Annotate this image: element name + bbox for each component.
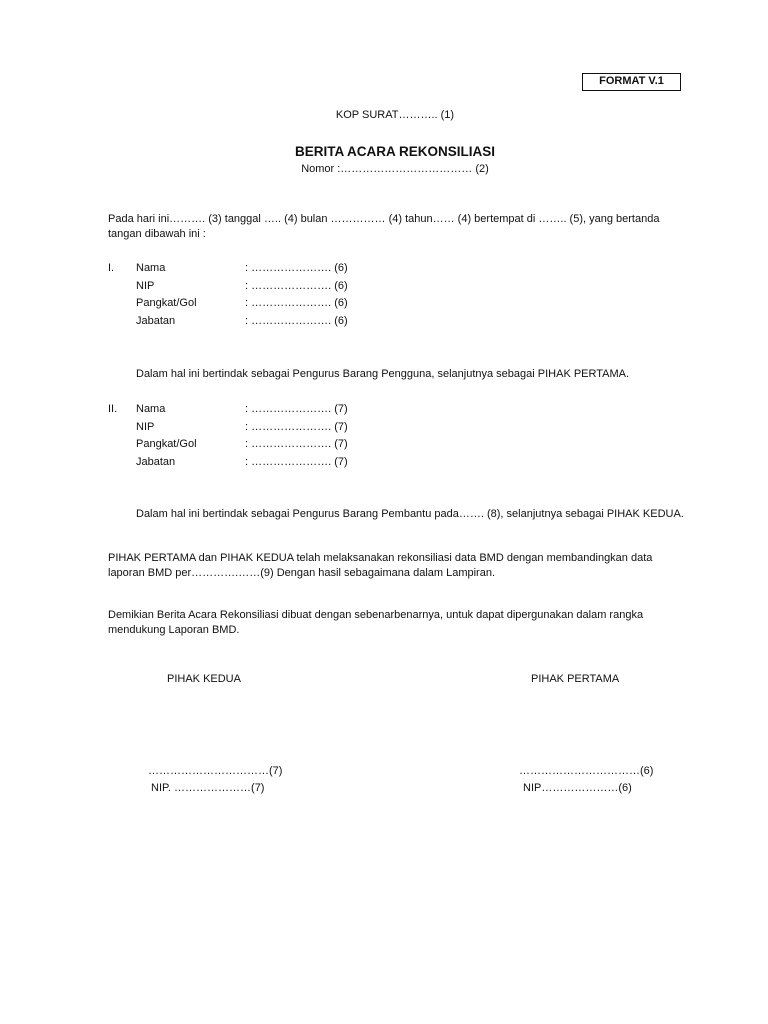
intro-paragraph: Pada hari ini………. (3) tanggal ….. (4) bulan …………… (4) tahun…… (4) bertempat di …….. (5), yang bertanda tangan dibawah ini : xyxy=(108,213,660,240)
field-value: : …………………. (7) xyxy=(245,438,348,450)
field-label: Nama xyxy=(136,403,166,415)
field-label: Pangkat/Gol xyxy=(136,297,197,309)
field-value: : …………………. (6) xyxy=(245,314,348,327)
party2-row-nama xyxy=(108,402,408,420)
field-label: Pangkat/Gol xyxy=(136,438,197,450)
field-label: NIP xyxy=(136,420,155,433)
signature-left-heading: PIHAK KEDUA xyxy=(167,673,241,685)
party2-row-nip xyxy=(108,420,408,438)
field-label: Jabatan xyxy=(136,314,176,327)
signature-right-heading: PIHAK PERTAMA xyxy=(531,673,620,685)
field-label: NIP xyxy=(136,279,155,292)
closing-paragraph: Demikian Berita Acara Rekonsiliasi dibuat dengan sebenarbenarnya, untuk dapat dipergunakan dalam rangka mendukung Laporan BMD. xyxy=(108,609,644,636)
party2-row-jabatan xyxy=(108,455,408,473)
field-label: Jabatan xyxy=(136,455,176,468)
signature-right-name: ……………………………(6) xyxy=(519,765,654,777)
field-label: Nama xyxy=(136,262,166,274)
field-value: : …………………. (7) xyxy=(245,403,348,415)
party2-number: II. xyxy=(108,403,118,415)
field-value: : …………………. (6) xyxy=(245,279,348,292)
party1-row-nip xyxy=(108,279,408,297)
party1-role: Dalam hal ini bertindak sebagai Pengurus Barang Pengguna, selanjutnya sebagai PIHAK PERTAMA. xyxy=(136,368,630,380)
signature-right-nip: NIP…………………(6) xyxy=(523,782,632,794)
party1-row-nama xyxy=(108,261,408,279)
field-value: : …………………. (6) xyxy=(245,262,348,274)
party1-identity xyxy=(108,261,408,331)
party1-row-jabatan xyxy=(108,314,408,332)
party1-row-pangkat xyxy=(108,296,408,314)
kop-surat: KOP SURAT……….. (1) xyxy=(335,109,455,121)
party2-row-pangkat xyxy=(108,437,408,455)
document-number: Nomor :……………………………… (2) xyxy=(301,163,489,175)
reconciliation-paragraph: PIHAK PERTAMA dan PIHAK KEDUA telah melaksanakan rekonsiliasi data BMD dengan membandingkan data laporan BMD per………….……(9) Dengan hasil sebagaimana dalam Lampiran. xyxy=(108,552,653,579)
party1-number: I. xyxy=(108,262,115,274)
field-value: : …………………. (7) xyxy=(245,455,348,468)
format-label: FORMAT V.1 xyxy=(582,73,681,91)
document-title: BERITA ACARA REKONSILIASI xyxy=(294,144,495,159)
field-value: : …………………. (6) xyxy=(245,297,348,309)
party2-identity xyxy=(108,402,408,472)
party2-role: Dalam hal ini bertindak sebagai Pengurus Barang Pembantu pada……. (8), selanjutnya sebagai PIHAK KEDUA. xyxy=(136,508,684,520)
field-value: : …………………. (7) xyxy=(245,420,348,433)
signature-left-name: ……………………………(7) xyxy=(148,765,283,777)
signature-left-nip: NIP. …………………(7) xyxy=(151,782,265,794)
